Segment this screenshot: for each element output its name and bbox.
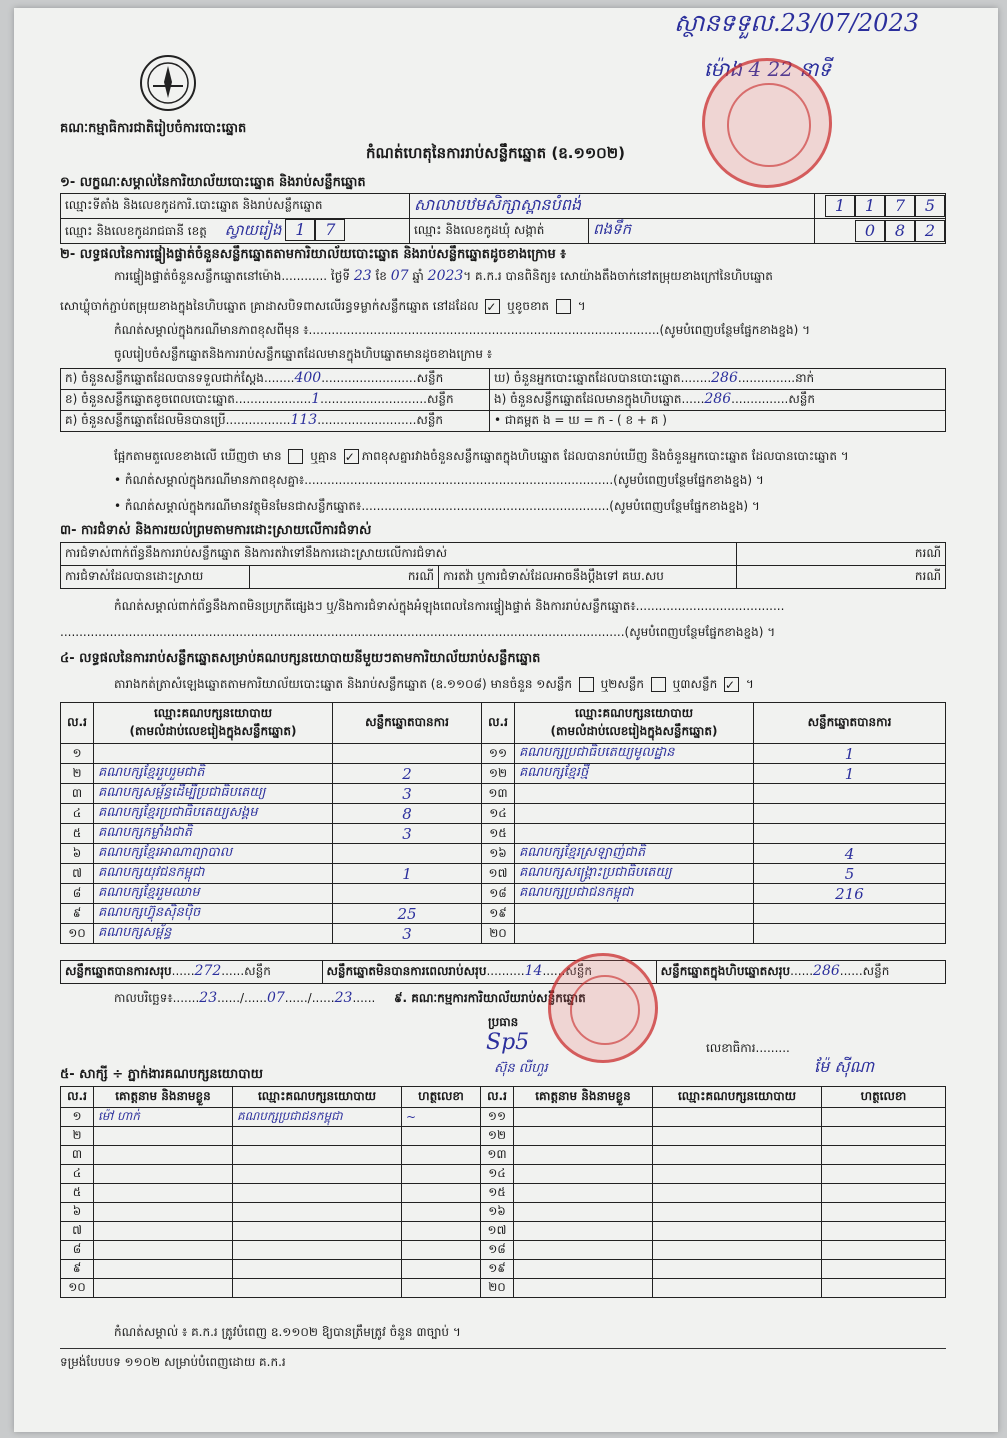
committee-name: គណៈកម្មាធិការជាតិរៀបចំការបោះឆ្នោត: [60, 121, 247, 136]
bullet-discrepancy: • កំណត់សម្គាល់ក្នុងករណីមានភាពខុសគ្នា៖.................................................................................(សូមបំពេញបន្ថែមផ្នែកខាងខ្នង) ។: [114, 473, 764, 487]
result-no: ១៩: [482, 904, 515, 924]
witness-sign: [402, 1146, 481, 1165]
witness-no: ៤: [61, 1165, 94, 1184]
witness-table: [60, 1086, 946, 1298]
result-party: គណបក្សប្រជាជនកម្ពុជា: [515, 884, 754, 904]
objection-appeal: ការតវ៉ា ឬការជំទាស់ដែលអាចនឹងប្តឹងទៅ គឃ.សប: [439, 566, 737, 589]
witness-no: ១៧: [481, 1222, 514, 1241]
voters-voted: ឃ) ចំនួនអ្នកបោះឆ្នោតដែលបានបោះឆ្នោត........286...............នាក់: [490, 369, 946, 390]
result-no: ៧: [61, 864, 94, 884]
witness-row: [61, 1165, 946, 1184]
result-party: គណបក្សខ្មែរអាណាព្យាបាល: [94, 844, 333, 864]
ballots-received: ក) ចំនួនសន្លឹកឆ្នោតដែលបានទទួលជាក់ស្តែង........400.........................សន្លឹក: [61, 369, 490, 390]
witness-no: ១៨: [481, 1241, 514, 1260]
result-party: គណបក្សកម្លាំងជាតិ: [94, 824, 333, 844]
result-no: ១៧: [482, 864, 515, 884]
witness-name: [94, 1146, 233, 1165]
witness-row: [61, 1127, 946, 1146]
result-votes: [754, 804, 946, 824]
witness-party: [233, 1260, 402, 1279]
count-intro: ចូលរៀបចំសន្លឹកឆ្នោតនិងការរាប់សន្លឹកឆ្នោតដែលមានក្នុងហិបឆ្នោតមានដូចខាងក្រោម ៖: [114, 347, 493, 361]
commune-label: ឈ្មោះ និងលេខកូដឃុំ សង្កាត់: [410, 219, 589, 244]
tally-sheets-line: តារាងកត់ត្រាសំឡេងឆ្នោតតាមការិយាល័យបោះឆ្នោត និងរាប់សន្លឹកឆ្នោត (ឧ.១១០៨) មានចំនួន ១សន្លឹក ឬ២សន្លឹក ឬ៣សន្លឹក ✓ ។: [114, 677, 754, 692]
result-votes: [754, 904, 946, 924]
witness-party: [233, 1165, 402, 1184]
witness-name: [514, 1279, 653, 1298]
result-row: [61, 784, 946, 804]
result-row: [61, 824, 946, 844]
witness-sign: [402, 1222, 481, 1241]
witness-party: [653, 1184, 822, 1203]
section-4-heading: ៤- លទ្ធផលនៃការរាប់សន្លឹកឆ្នោតសម្រាប់គណបក្សនយោបាយនីមួយៗតាមការិយាល័យរាប់សន្លឹកឆ្នោត: [60, 651, 541, 666]
witness-row: [61, 1279, 946, 1298]
witness-no: ៩: [61, 1260, 94, 1279]
witness-party: [233, 1241, 402, 1260]
result-no: ១០: [61, 924, 94, 944]
result-party: គណបក្សហ៊្វុនស៊ិនប៉ិច: [94, 904, 333, 924]
party-results-table: [60, 702, 946, 944]
ballots-in-box: ង) ចំនួនសន្លឹកឆ្នោតដែលមានក្នុងហិបឆ្នោត......286...............សន្លឹក: [490, 390, 946, 411]
witness-sign: [822, 1146, 946, 1165]
section-1-heading: ១- លក្ខណៈសម្គាល់នៃការិយាល័យបោះឆ្នោត និងរាប់សន្លឹកឆ្នោត: [60, 175, 366, 190]
ballots-spoiled: ខ) ចំនួនសន្លឹកឆ្នោតខូចពេលបោះឆ្នោត....................1............................សន្លឹក: [61, 390, 490, 411]
footnote: កំណត់សម្គាល់ ៖ គ.ក.រ ត្រូវបំពេញ ឧ.១១០២ ឱ្យបានត្រឹមត្រូវ ចំនួន ៣ច្បាប់ ។: [114, 1325, 461, 1339]
result-votes: 216: [754, 884, 946, 904]
objection-case1: ករណី: [737, 543, 946, 566]
witness-name: [514, 1241, 653, 1260]
result-no: ១៨: [482, 884, 515, 904]
witness-name: [514, 1146, 653, 1165]
witness-party: [233, 1222, 402, 1241]
commune-value: ពងទឹក: [589, 219, 815, 244]
witness-no: ២: [61, 1127, 94, 1146]
official-stamp-top: [702, 58, 832, 188]
witness-row: [61, 1260, 946, 1279]
witness-no: ៨: [61, 1241, 94, 1260]
received-note: ស្ថានទទួល.23/07/2023: [674, 9, 919, 37]
witness-party: [233, 1127, 402, 1146]
w-col-party-right: ឈ្មោះគណបក្សនយោបាយ: [653, 1087, 822, 1108]
result-party: [515, 804, 754, 824]
w-col-no-left: ល.រ: [61, 1087, 94, 1108]
result-party: [94, 744, 333, 764]
result-no: ៥: [61, 824, 94, 844]
ballot-count-table: [60, 368, 946, 432]
witness-party: [653, 1222, 822, 1241]
objection-case3: ករណី: [737, 566, 946, 589]
witness-party: [653, 1241, 822, 1260]
result-party: គណបក្សប្រជាធិបតេយ្យមូលដ្ឋាន: [515, 744, 754, 764]
result-party: [515, 924, 754, 944]
result-votes: 1: [754, 744, 946, 764]
witness-name: [514, 1222, 653, 1241]
irregularity-note: កំណត់សម្គាល់ពាក់ព័ន្ធនឹងភាពមិនប្រក្រតីផ្សេងៗ ឬ/និងការជំទាស់ក្នុងអំឡុងពេលនៃការផ្ទៀងផ្ទាត់ និងការរាប់សន្លឹកឆ្នោត៖.......................................: [114, 599, 785, 613]
result-party: គណបក្សខ្មែរប្រជាធិបតេយ្យសង្គម: [94, 804, 333, 824]
chair-label: ប្រធាន: [488, 1015, 519, 1029]
total-invalid: សន្លឹកឆ្នោតមិនបានការពេលរាប់សរុប..........14......សន្លឹក: [322, 961, 656, 984]
result-no: ១៥: [482, 824, 515, 844]
witness-sign: [822, 1108, 946, 1127]
witness-name: [514, 1260, 653, 1279]
secretary-name: ម៉ែ ស៊ីណា: [814, 1057, 875, 1076]
station-info-table: [60, 193, 946, 244]
result-party: គណបក្សខ្មែររួមឈាម: [94, 884, 333, 904]
result-no: ៦: [61, 844, 94, 864]
col-votes-left: សន្លឹកឆ្នោតបានការ: [333, 703, 482, 744]
witness-sign: [822, 1241, 946, 1260]
witness-party: [233, 1279, 402, 1298]
result-votes: 4: [754, 844, 946, 864]
station-label: ឈ្មោះទីតាំង និងលេខកូដការិ.បោះឆ្នោត និងរាប់សន្លឹកឆ្នោត: [61, 194, 410, 219]
result-votes: [333, 884, 482, 904]
footer-divider: [60, 1348, 946, 1349]
witness-no: ៣: [61, 1146, 94, 1165]
result-party: គណបក្សសម្ព័ន្ធ: [94, 924, 333, 944]
witness-no: ១៦: [481, 1203, 514, 1222]
witness-name: [94, 1184, 233, 1203]
form-title: កំណត់ហេតុនៃការរាប់សន្លឹកឆ្នោត (ឧ.១១០២): [366, 144, 626, 162]
result-votes: [333, 844, 482, 864]
sign-date: កាលបរិច្ឆេទ៖.......23....../......07....../......23......: [114, 990, 376, 1006]
witness-sign: [822, 1165, 946, 1184]
result-row: [61, 924, 946, 944]
result-votes: 1: [333, 864, 482, 884]
witness-no: ១១: [481, 1108, 514, 1127]
signers-heading: ៩. គណៈកម្មការការិយាល័យរាប់សន្លឹកឆ្នោត: [394, 991, 586, 1005]
result-party: [515, 904, 754, 924]
col-party-left: ឈ្មោះគណបក្សនយោបាយ (តាមលំដាប់លេខរៀងក្នុងសន្លឹកឆ្នោត): [94, 703, 333, 744]
witness-sign: [822, 1279, 946, 1298]
col-no-right: ល.រ: [482, 703, 515, 744]
witness-name: [94, 1127, 233, 1146]
objection-table: [60, 542, 946, 589]
result-no: ៣: [61, 784, 94, 804]
witness-party: [653, 1108, 822, 1127]
form-footer: ទម្រង់បែបបទ ១១០២ សម្រាប់បំពេញដោយ គ.ក.រ: [60, 1355, 286, 1369]
result-row: [61, 744, 946, 764]
secretary-label: លេខាធិការ.........: [706, 1041, 790, 1055]
section-2-heading: ២- លទ្ធផលនៃការផ្ទៀងផ្ទាត់ចំនួនសន្លឹកឆ្នោតតាមការិយាល័យបោះឆ្នោត និងរាប់សន្លឹកឆ្នោតដូចខាងក្រោម ៖: [60, 247, 566, 262]
result-votes: 1: [754, 764, 946, 784]
witness-no: ១២: [481, 1127, 514, 1146]
w-col-name-left: គោត្តនាម និងនាមខ្លួន: [94, 1087, 233, 1108]
witness-party: [653, 1260, 822, 1279]
witness-party: [653, 1203, 822, 1222]
discrepancy-line: ផ្អែកតាមតួលេខខាងលើ ឃើញថា មាន ឬគ្មាន ✓ ភាពខុសគ្នារវាងចំនួនសន្លឹកឆ្នោតក្នុងហិបឆ្នោត ដែលបានរាប់ឃើញ និងចំនួនអ្នកបោះឆ្នោត ដែលបានបោះឆ្នោត ។: [114, 449, 849, 464]
witness-no: ១: [61, 1108, 94, 1127]
col-party-right: ឈ្មោះគណបក្សនយោបាយ (តាមលំដាប់លេខរៀងក្នុងសន្លឹកឆ្នោត): [515, 703, 754, 744]
total-in-box: សន្លឹកឆ្នោតក្នុងហិបឆ្នោតសរុប......286......សន្លឹក: [656, 961, 945, 984]
received-time: ម៉ោង 4 22 នាទី: [704, 57, 832, 81]
col-no-left: ល.រ: [61, 703, 94, 744]
ballots-unused: គ) ចំនួនសន្លឹកឆ្នោតដែលមិនបានប្រើ.................113..........................សន្លឹក: [61, 411, 490, 432]
result-party: គណបក្សខ្មែរថ្មី: [515, 764, 754, 784]
result-no: ១៣: [482, 784, 515, 804]
result-row: [61, 864, 946, 884]
witness-sign: [822, 1184, 946, 1203]
result-votes: 25: [333, 904, 482, 924]
damaged-checkbox: [556, 299, 571, 314]
result-no: ៤: [61, 804, 94, 824]
result-party: គណបក្សខ្មែរស្រឡាញ់ជាតិ: [515, 844, 754, 864]
section-3-heading: ៣- ការជំទាស់ និងការយល់ព្រមតាមការដោះស្រាយលើការជំទាស់: [60, 523, 372, 538]
witness-name: [514, 1127, 653, 1146]
witness-no: ១៩: [481, 1260, 514, 1279]
objection-resolved: ការជំទាស់ដែលបានដោះស្រាយ: [61, 566, 250, 589]
witness-party: [233, 1184, 402, 1203]
result-votes: [754, 924, 946, 944]
verify-line: ការផ្ទៀងផ្ទាត់ចំនួនសន្លឹកឆ្នោតនៅម៉ោង............ ថ្ងៃទី 23 ខែ 07 ឆ្នាំ 2023។ គ.ក.រ បានពិនិត្យ៖ សោយ៉ាងតឹងចាក់នៅតម្រុយខាងក្រៅនៃហិបឆ្នោត: [114, 268, 773, 284]
witness-name: [94, 1260, 233, 1279]
result-party: [515, 824, 754, 844]
witness-row: [61, 1146, 946, 1165]
seal-line: សោឃ្លុំចាក់ភ្ជាប់តម្រុយខាងក្នុងនៃហិបឆ្នោត គ្រាដាសបិទពាសលើរន្ធទម្លាក់សន្លឹកឆ្នោត នៅដដែល ✓ ឬខូចខាត ។: [60, 299, 586, 314]
witness-no: ២០: [481, 1279, 514, 1298]
witness-sign: [402, 1241, 481, 1260]
chair-name: ស៊ុន លីហួរ: [494, 1061, 548, 1076]
witness-no: ៧: [61, 1222, 94, 1241]
totals-table: [60, 960, 946, 984]
nec-emblem-icon: [139, 54, 197, 112]
result-no: ៨: [61, 884, 94, 904]
witness-name: [94, 1241, 233, 1260]
witness-row: [61, 1108, 946, 1127]
witness-no: ៥: [61, 1184, 94, 1203]
result-no: ១៤: [482, 804, 515, 824]
witness-sign: [402, 1184, 481, 1203]
station-code: 1 1 7 5: [815, 194, 946, 219]
result-votes: 3: [333, 824, 482, 844]
result-party: គណបក្សយុវជនកម្ពុជា: [94, 864, 333, 884]
result-row: [61, 844, 946, 864]
result-no: ១៦: [482, 844, 515, 864]
result-votes: 3: [333, 924, 482, 944]
witness-no: ១៣: [481, 1146, 514, 1165]
result-party: គណបក្សសម្ព័ន្ធដើម្បីប្រជាធិបតេយ្យ: [94, 784, 333, 804]
witness-sign: [402, 1279, 481, 1298]
result-no: ១១: [482, 744, 515, 764]
result-votes: 5: [754, 864, 946, 884]
witness-no: ៦: [61, 1203, 94, 1222]
result-party: គណបក្សខ្មែររួបរួមជាតិ: [94, 764, 333, 784]
w-col-sign-right: ហត្ថលេខា: [822, 1087, 946, 1108]
witness-party: [233, 1146, 402, 1165]
objection-row1: ការជំទាស់ពាក់ព័ន្ធនឹងការរាប់សន្លឹកឆ្នោត និងការតវ៉ាទៅនឹងការដោះស្រាយលើការជំទាស់: [61, 543, 737, 566]
bullet-foreign-object: • កំណត់សម្គាល់ក្នុងករណីមានវត្ថុមិនមែនជាសន្លឹកឆ្នោត៖.................................................................(សូមបំពេញបន្ថែមផ្នែកខាងខ្នង) ។: [114, 499, 760, 513]
witness-row: [61, 1241, 946, 1260]
witness-name: ម៉ៅ ហាក់: [94, 1108, 233, 1127]
result-party: [515, 784, 754, 804]
w-col-no-right: ល.រ: [481, 1087, 514, 1108]
witness-sign: ~: [402, 1108, 481, 1127]
witness-name: [94, 1165, 233, 1184]
result-row: [61, 804, 946, 824]
w-col-name-right: គោត្តនាម និងនាមខ្លួន: [514, 1087, 653, 1108]
witness-sign: [822, 1260, 946, 1279]
witness-no: ១០: [61, 1279, 94, 1298]
witness-row: [61, 1184, 946, 1203]
total-valid: សន្លឹកឆ្នោតបានការសរុប......272......សន្លឹក: [61, 961, 323, 984]
result-no: ២: [61, 764, 94, 784]
witness-name: [514, 1184, 653, 1203]
result-votes: [333, 744, 482, 764]
result-row: [61, 884, 946, 904]
witness-party: គណបក្សប្រជាជនកម្ពុជា: [233, 1108, 402, 1127]
objection-case2: ករណី: [250, 566, 439, 589]
w-col-sign-left: ហត្ថលេខា: [402, 1087, 481, 1108]
result-votes: [754, 824, 946, 844]
result-votes: 8: [333, 804, 482, 824]
w-col-party-left: ឈ្មោះគណបក្សនយោបាយ: [233, 1087, 402, 1108]
diff-note: កំណត់សម្គាល់ក្នុងករណីមានភាពខុសពីមុន ៖............................................................................................(សូមបំពេញបន្ថែមផ្នែកខាងខ្នង) ។: [114, 323, 811, 337]
witness-no: ១៥: [481, 1184, 514, 1203]
commune-code: 0 8 2: [815, 219, 946, 244]
formula: • ជាគម្ពត ង = ឃ = ក - ( ខ + គ ): [490, 411, 946, 432]
witness-name: [94, 1203, 233, 1222]
witness-party: [653, 1165, 822, 1184]
document-page: [14, 8, 998, 1432]
witness-sign: [822, 1222, 946, 1241]
official-stamp-bottom: [548, 953, 658, 1063]
witness-party: [653, 1127, 822, 1146]
witness-party: [233, 1203, 402, 1222]
irregularity-note-2: ....................................................................................................................................................(សូមបំពេញបន្ថែមផ្នែកខាងខ្នង) ។: [60, 625, 776, 639]
province-label: ឈ្មោះ និងលេខកូដរាជធានី ខេត្ត ស្វាយរៀង 1 7: [61, 219, 410, 244]
result-party: គណបក្សសង្គ្រោះប្រជាធិបតេយ្យ: [515, 864, 754, 884]
intact-checkbox: ✓: [485, 299, 500, 314]
col-votes-right: សន្លឹកឆ្នោតបានការ: [754, 703, 946, 744]
witness-name: [94, 1222, 233, 1241]
witness-no: ១៤: [481, 1165, 514, 1184]
witness-sign: [822, 1203, 946, 1222]
witness-name: [514, 1108, 653, 1127]
result-no: ២០: [482, 924, 515, 944]
result-row: [61, 764, 946, 784]
result-votes: 3: [333, 784, 482, 804]
witness-sign: [402, 1203, 481, 1222]
witness-name: [514, 1165, 653, 1184]
witness-sign: [402, 1165, 481, 1184]
chair-signature: Sp5: [486, 1030, 530, 1055]
result-votes: [754, 784, 946, 804]
witness-sign: [402, 1260, 481, 1279]
witness-row: [61, 1222, 946, 1241]
witness-party: [653, 1146, 822, 1165]
witness-name: [94, 1279, 233, 1298]
witness-row: [61, 1203, 946, 1222]
result-no: ៩: [61, 904, 94, 924]
witness-party: [653, 1279, 822, 1298]
result-no: ១: [61, 744, 94, 764]
section-5-heading: ៥- សាក្សី ÷ ភ្នាក់ងារគណបក្សនយោបាយ: [60, 1067, 263, 1082]
witness-sign: [822, 1127, 946, 1146]
result-no: ១២: [482, 764, 515, 784]
station-value: សាលាបឋមសិក្សាស្ពានបំពង់: [410, 194, 815, 219]
result-row: [61, 904, 946, 924]
witness-name: [514, 1203, 653, 1222]
witness-sign: [402, 1127, 481, 1146]
result-votes: 2: [333, 764, 482, 784]
